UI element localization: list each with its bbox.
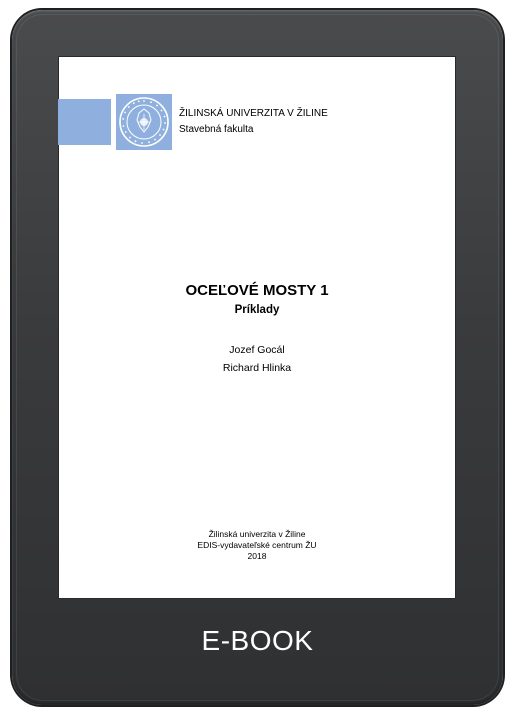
publication-year: 2018 — [247, 551, 267, 561]
faculty-name: Stavebná fakulta — [179, 124, 254, 135]
ebook-label: E-BOOK — [201, 625, 314, 656]
university-seal-icon — [116, 94, 172, 150]
ereader-device — [12, 10, 503, 705]
accent-block — [58, 99, 111, 145]
university-name: ŽILINSKÁ UNIVERZITA V ŽILINE — [179, 108, 328, 119]
author-name: Richard Hlinka — [222, 362, 292, 374]
ereader-screen — [58, 56, 456, 599]
book-title: OCEĽOVÉ MOSTY 1 — [185, 282, 329, 299]
book-subtitle: Príklady — [234, 304, 280, 316]
author-name: Jozef Gocál — [229, 344, 285, 356]
publisher-center: EDIS-vydavateľské centrum ŽU — [197, 540, 317, 550]
publisher-university: Žilinská univerzita v Žiline — [208, 529, 306, 539]
